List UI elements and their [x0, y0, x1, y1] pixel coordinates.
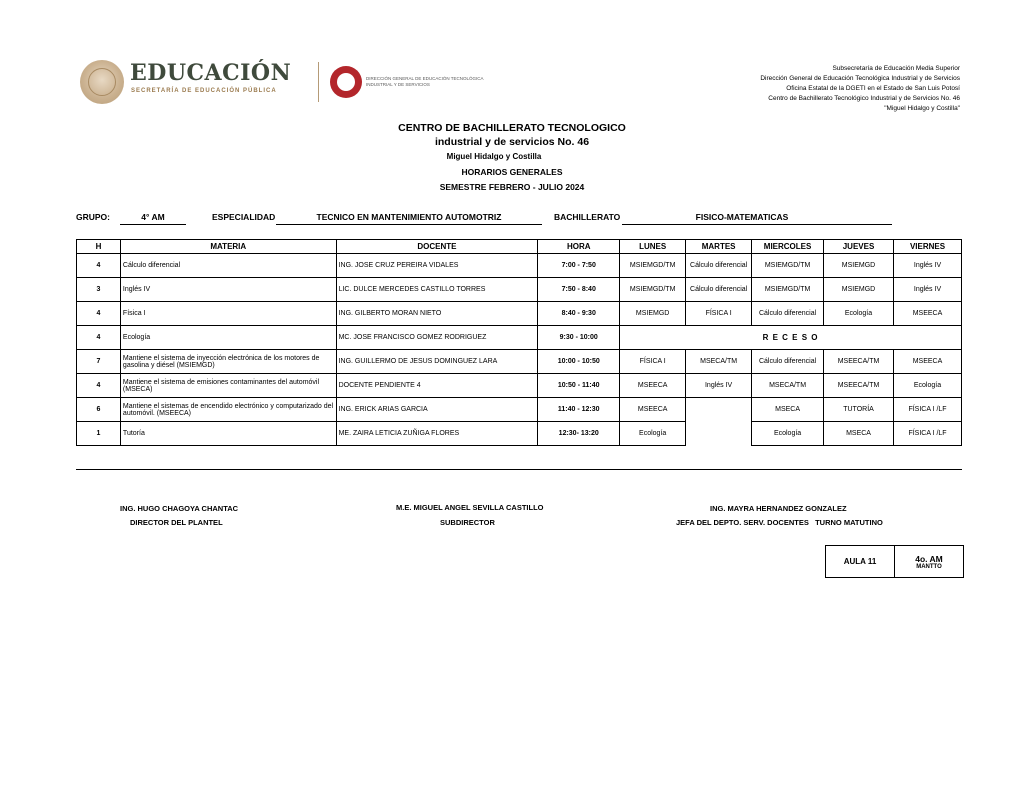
- schedule-table: [76, 239, 962, 446]
- subdirector-name: M.E. MIGUEL ANGEL SEVILLA CASTILLO: [396, 503, 544, 512]
- especialidad-label: ESPECIALIDAD: [212, 212, 276, 222]
- tuesday-cell: MSECA/TM: [686, 350, 752, 374]
- hours-cell: 4: [77, 326, 121, 350]
- monday-cell: FÍSICA I: [620, 350, 686, 374]
- thursday-cell: MSIEMGD: [824, 254, 894, 278]
- classroom-box: [825, 545, 964, 578]
- grupo-label: GRUPO:: [76, 212, 110, 222]
- subject-cell: Física I: [120, 302, 336, 326]
- friday-cell: MSEECA: [894, 350, 962, 374]
- thursday-cell: Ecología: [824, 302, 894, 326]
- col-header-hora: HORA: [538, 240, 620, 254]
- table-bottom-line: [76, 469, 962, 470]
- table-row: [77, 350, 962, 374]
- sep-seal-logo: [80, 60, 124, 104]
- col-header-jueves: JUEVES: [824, 240, 894, 254]
- tuesday-cell: [686, 422, 752, 446]
- subject-cell: Inglés IV: [120, 278, 336, 302]
- wednesday-cell: Ecología: [752, 422, 824, 446]
- recess-cell: R E C E S O: [620, 326, 962, 350]
- time-cell: 7:00 - 7:50: [538, 254, 620, 278]
- wednesday-cell: Cálculo diferencial: [752, 302, 824, 326]
- dgeti-logo-text: DIRECCIÓN GENERAL DE EDUCACIÓN TECNOLÓGICA INDUSTRIAL Y DE SERVICIOS: [366, 76, 484, 87]
- teacher-cell: ING. GILBERTO MORAN NIETO: [336, 302, 538, 326]
- hours-cell: 6: [77, 398, 121, 422]
- thursday-cell: MSEECA/TM: [824, 374, 894, 398]
- time-cell: 7:50 - 8:40: [538, 278, 620, 302]
- table-row: [77, 374, 962, 398]
- col-header-viernes: VIERNES: [894, 240, 962, 254]
- monday-cell: Ecología: [620, 422, 686, 446]
- subject-cell: Ecología: [120, 326, 336, 350]
- teacher-cell: ME. ZAIRA LETICIA ZUÑIGA FLORES: [336, 422, 538, 446]
- school-subtitle: industrial y de servicios No. 46: [434, 136, 590, 148]
- monday-cell: MSEECA: [620, 374, 686, 398]
- friday-cell: MSEECA: [894, 302, 962, 326]
- table-row: [77, 422, 962, 446]
- grupo-underline: [120, 224, 186, 225]
- tuesday-cell: Cálculo diferencial: [686, 254, 752, 278]
- col-header-martes: MARTES: [686, 240, 752, 254]
- table-row: [77, 326, 962, 350]
- subdirector-role: SUBDIRECTOR: [440, 518, 495, 527]
- director-name: ING. HUGO CHAGOYA CHANTAC: [120, 504, 239, 513]
- bachillerato-value: FISICO-MATEMATICAS: [695, 212, 789, 222]
- logo-divider: [318, 62, 319, 102]
- school-name: Miguel Hidalgo y Costilla: [446, 152, 542, 161]
- header-line: Subsecretaría de Educación Media Superior: [832, 65, 960, 72]
- subject-cell: Mantiene el sistema de inyección electrónica de los motores de gasolina y diésel (MSIEMGD): [120, 350, 336, 374]
- teacher-cell: DOCENTE PENDIENTE 4: [336, 374, 538, 398]
- col-header-materia: MATERIA: [120, 240, 336, 254]
- subject-cell: Cálculo diferencial: [120, 254, 336, 278]
- director-role: DIRECTOR DEL PLANTEL: [130, 518, 223, 527]
- table-row: [77, 398, 962, 422]
- monday-cell: MSIEMGD/TM: [620, 254, 686, 278]
- friday-cell: FÍSICA I /LF: [894, 422, 962, 446]
- time-cell: 10:50 - 11:40: [538, 374, 620, 398]
- hours-cell: 1: [77, 422, 121, 446]
- group-code: 4o. AM: [915, 553, 943, 564]
- classroom-group: [895, 546, 964, 578]
- col-header-docente: DOCENTE: [336, 240, 538, 254]
- jefa-role: JEFA DEL DEPTO. SERV. DOCENTES TURNO MATUTINO: [676, 518, 883, 527]
- grupo-value: 4° AM: [141, 212, 165, 222]
- header-line: Dirección General de Educación Tecnológica Industrial y de Servicios: [760, 75, 960, 82]
- schedule-title: HORARIOS GENERALES: [461, 167, 563, 177]
- friday-cell: Inglés IV: [894, 278, 962, 302]
- institution-header: [760, 64, 960, 114]
- header-line: "Miguel Hidalgo y Costilla": [884, 105, 960, 112]
- school-title: CENTRO DE BACHILLERATO TECNOLOGICO: [398, 122, 626, 134]
- hours-cell: 7: [77, 350, 121, 374]
- subject-cell: Mantiene el sistemas de encendido electrónico y computarizado del automóvil. (MSEECA): [120, 398, 336, 422]
- hours-cell: 4: [77, 254, 121, 278]
- time-cell: 11:40 - 12:30: [538, 398, 620, 422]
- wednesday-cell: MSIEMGD/TM: [752, 278, 824, 302]
- tuesday-cell: [686, 398, 752, 422]
- educacion-logo-text: EDUCACIÓN: [130, 60, 292, 86]
- time-cell: 12:30- 13:20: [538, 422, 620, 446]
- table-header-row: [77, 240, 962, 254]
- wednesday-cell: MSECA/TM: [752, 374, 824, 398]
- especialidad-underline: [276, 224, 542, 225]
- jefa-name: ING. MAYRA HERNANDEZ GONZALEZ: [710, 504, 847, 513]
- friday-cell: Ecología: [894, 374, 962, 398]
- especialidad-value: TECNICO EN MANTENIMIENTO AUTOMOTRIZ: [316, 212, 502, 222]
- dgeti-logo: [330, 66, 362, 98]
- hours-cell: 4: [77, 302, 121, 326]
- subject-cell: Mantiene el sistema de emisiones contaminantes del automóvil (MSECA): [120, 374, 336, 398]
- teacher-cell: MC. JOSE FRANCISCO GOMEZ RODRIGUEZ: [336, 326, 538, 350]
- time-cell: 8:40 - 9:30: [538, 302, 620, 326]
- tuesday-cell: FÍSICA I: [686, 302, 752, 326]
- wednesday-cell: MSECA: [752, 398, 824, 422]
- header-line: Centro de Bachillerato Tecnológico Industrial y de Servicios No. 46: [768, 95, 960, 102]
- classroom-label: AULA 11: [826, 546, 895, 578]
- subject-cell: Tutoría: [120, 422, 336, 446]
- table-row: [77, 278, 962, 302]
- col-header-miercoles: MIERCOLES: [752, 240, 824, 254]
- teacher-cell: ING. ERICK ARIAS GARCIA: [336, 398, 538, 422]
- thursday-cell: MSEECA/TM: [824, 350, 894, 374]
- thursday-cell: TUTORÍA: [824, 398, 894, 422]
- table-row: [77, 254, 962, 278]
- teacher-cell: ING. JOSE CRUZ PEREIRA VIDALES: [336, 254, 538, 278]
- time-cell: 9:30 - 10:00: [538, 326, 620, 350]
- col-header-lunes: LUNES: [620, 240, 686, 254]
- sep-subtitle: SECRETARÍA DE EDUCACIÓN PÚBLICA: [131, 88, 277, 94]
- tuesday-cell: Inglés IV: [686, 374, 752, 398]
- tuesday-cell: Cálculo diferencial: [686, 278, 752, 302]
- bachillerato-underline: [622, 224, 892, 225]
- friday-cell: FÍSICA I /LF: [894, 398, 962, 422]
- monday-cell: MSIEMGD/TM: [620, 278, 686, 302]
- monday-cell: MSIEMGD: [620, 302, 686, 326]
- header-line: Oficina Estatal de la DGETI en el Estado de San Luis Potosí: [786, 85, 960, 92]
- teacher-cell: ING. GUILLERMO DE JESUS DOMINGUEZ LARA: [336, 350, 538, 374]
- friday-cell: Inglés IV: [894, 254, 962, 278]
- hours-cell: 3: [77, 278, 121, 302]
- table-row: [77, 302, 962, 326]
- semester-title: SEMESTRE FEBRERO - JULIO 2024: [439, 182, 585, 192]
- hours-cell: 4: [77, 374, 121, 398]
- monday-cell: MSEECA: [620, 398, 686, 422]
- bachillerato-label: BACHILLERATO: [554, 212, 621, 222]
- teacher-cell: LIC. DULCE MERCEDES CASTILLO TORRES: [336, 278, 538, 302]
- wednesday-cell: Cálculo diferencial: [752, 350, 824, 374]
- thursday-cell: MSIEMGD: [824, 278, 894, 302]
- wednesday-cell: MSIEMGD/TM: [752, 254, 824, 278]
- col-header-h: H: [77, 240, 121, 254]
- time-cell: 10:00 - 10:50: [538, 350, 620, 374]
- group-specialty: MANTTO: [916, 563, 942, 570]
- thursday-cell: MSECA: [824, 422, 894, 446]
